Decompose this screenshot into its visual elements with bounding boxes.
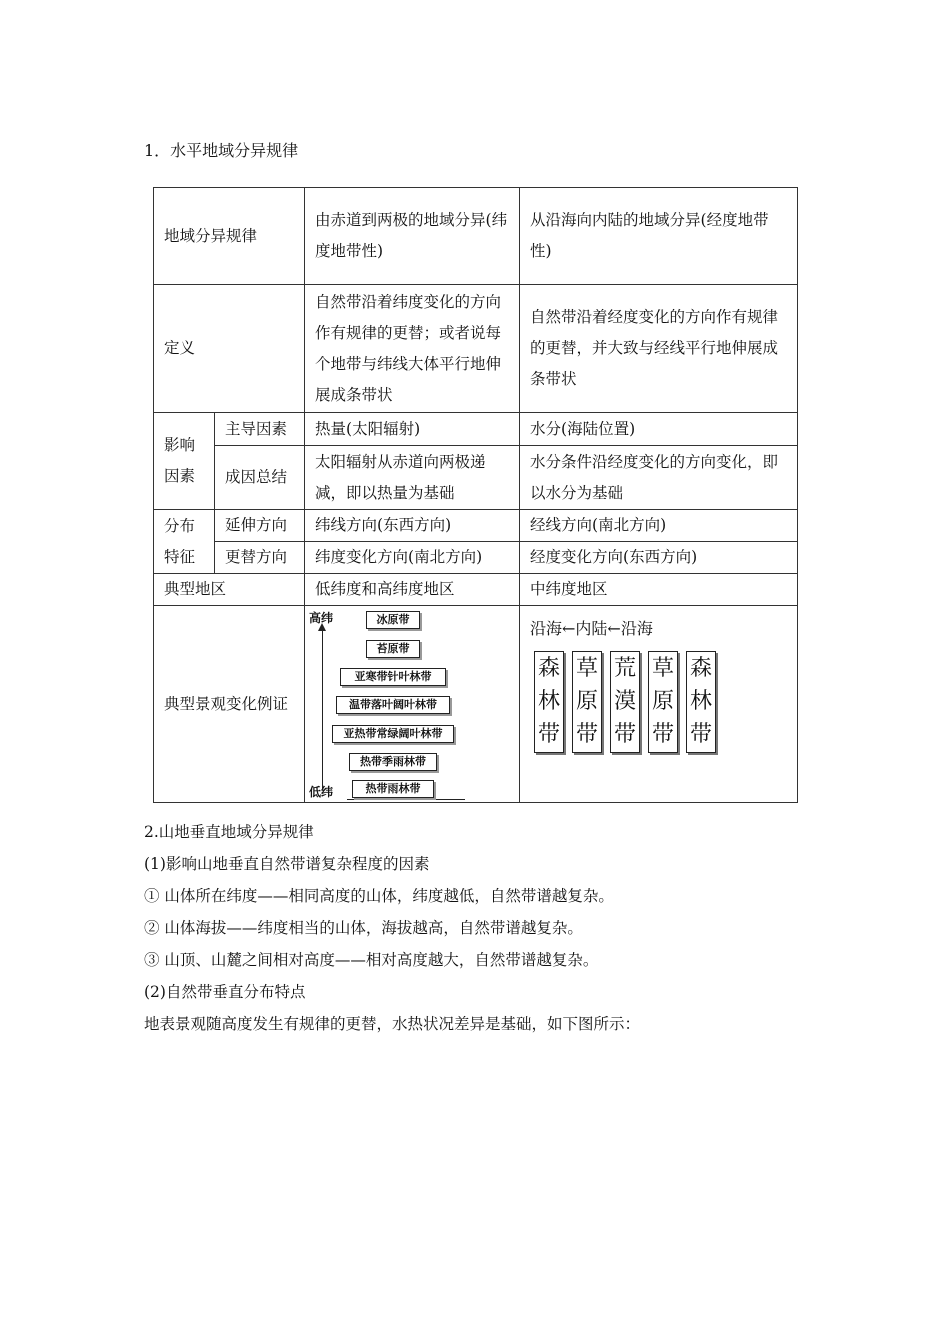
latitude-diagram-cell: [305, 606, 520, 803]
belt-column: 草原带: [572, 651, 602, 753]
belt-box: 亚寒带针叶林带: [340, 668, 446, 686]
replace-direction-latitude: 纬度变化方向(南北方向): [305, 542, 520, 574]
dominant-factor-longitude: 水分(海陆位置): [520, 413, 798, 446]
belt-box: 冰原带: [366, 611, 420, 629]
distribution-group-cell: 分布特征: [154, 510, 215, 574]
typical-area-label: 典型地区: [154, 574, 305, 606]
high-latitude-label: 高纬: [309, 610, 334, 625]
extend-direction-longitude: 经线方向(南北方向): [520, 510, 798, 542]
belt-column: 森林带: [534, 651, 564, 753]
belt-column: 森林带: [686, 651, 716, 753]
table-row: [154, 574, 798, 606]
dominant-factor-latitude: 热量(太阳辐射): [305, 413, 520, 446]
latitude-zonation-diagram: [309, 607, 515, 802]
section-heading: 1．水平地域分异规律: [144, 141, 299, 160]
table-row: [154, 188, 798, 285]
table-row: [154, 510, 798, 542]
replace-direction-longitude: 经度变化方向(东西方向): [520, 542, 798, 574]
longitude-zonation-diagram: [530, 619, 770, 789]
section2-body: 地表景观随高度发生有规律的更替，水热状况差异是基础，如下图所示：: [144, 1015, 641, 1033]
table-row: [154, 285, 798, 413]
cause-summary-latitude: 太阳辐射从赤道向两极递减，即以热量为基础: [305, 446, 520, 510]
table-row: [154, 446, 798, 510]
replace-direction-label: 更替方向: [215, 542, 305, 574]
section2-item-3: ③ 山顶、山麓之间相对高度——相对高度越大，自然带谱越复杂。: [144, 951, 599, 969]
belt-box: 苔原带: [366, 640, 420, 658]
factors-group-cell: 影响因素: [154, 413, 215, 510]
cause-summary-longitude: 水分条件沿经度变化的方向变化，即以水分为基础: [520, 446, 798, 510]
longitude-diagram-title: 沿海←内陆←沿海: [530, 619, 653, 638]
belt-box: 热带季雨林带: [349, 753, 437, 771]
section2-item-2: ② 山体海拔——纬度相当的山体，海拔越高，自然带谱越复杂。: [144, 919, 583, 937]
definition-label-cell: 定义: [154, 285, 305, 413]
typical-area-longitude: 中纬度地区: [520, 574, 798, 606]
table-row: [154, 413, 798, 446]
header-label-cell: 地域分异规律: [154, 188, 305, 285]
example-label: 典型景观变化例证: [154, 606, 305, 803]
belt-column: 草原带: [648, 651, 678, 753]
extend-direction-label: 延伸方向: [215, 510, 305, 542]
belt-box: 热带雨林带: [352, 780, 434, 798]
header-latitude-cell: 由赤道到两极的地域分异(纬度地带性): [305, 188, 520, 285]
definition-latitude-cell: 自然带沿着纬度变化的方向作有规律的更替；或者说每个地带与纬线大体平行地伸展成条带状: [305, 285, 520, 413]
dominant-factor-label: 主导因素: [215, 413, 305, 446]
section2-subheading-2: (2)自然带垂直分布特点: [144, 983, 306, 1001]
extend-direction-latitude: 纬线方向(东西方向): [305, 510, 520, 542]
belt-box: 温带落叶阔叶林带: [336, 696, 450, 714]
belt-box: 亚热带常绿阔叶林带: [332, 725, 454, 743]
belt-column: 荒漠带: [610, 651, 640, 753]
zonation-table: [153, 187, 798, 803]
cause-summary-label: 成因总结: [215, 446, 305, 510]
section2-subheading-1: (1)影响山地垂直自然带谱复杂程度的因素: [144, 855, 430, 873]
longitude-diagram-cell: [520, 606, 798, 803]
latitude-axis: [322, 629, 323, 789]
section2-title: 2.山地垂直地域分异规律: [144, 823, 314, 841]
low-latitude-label: 低纬: [309, 784, 334, 799]
section2-item-1: ① 山体所在纬度——相同高度的山体，纬度越低，自然带谱越复杂。: [144, 887, 614, 905]
definition-longitude-cell: 自然带沿着经度变化的方向作有规律的更替，并大致与经线平行地伸展成条带状: [520, 285, 798, 413]
table-row: [154, 606, 798, 803]
typical-area-latitude: 低纬度和高纬度地区: [305, 574, 520, 606]
table-row: [154, 542, 798, 574]
header-longitude-cell: 从沿海向内陆的地域分异(经度地带性): [520, 188, 798, 285]
baseline: [347, 799, 465, 800]
